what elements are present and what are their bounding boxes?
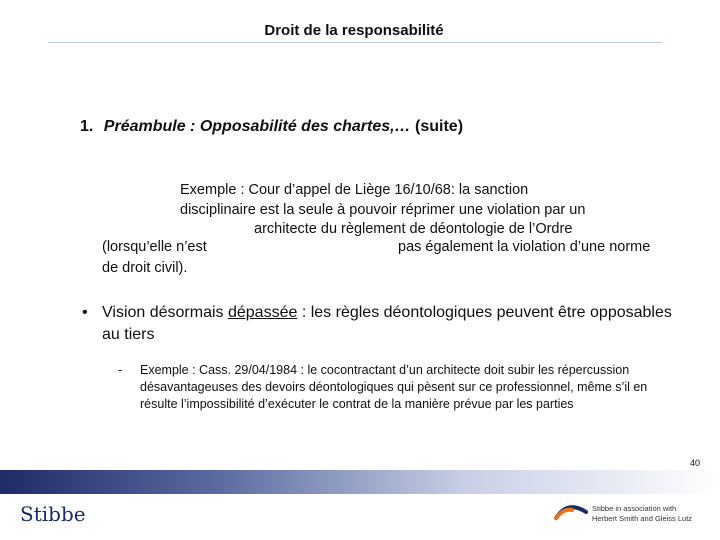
heading-text: Préambule : Opposabilité des chartes,…: [103, 118, 411, 135]
stibbe-logo: Stibbe: [20, 502, 86, 526]
sub-item-text: Exemple : Cass. 29/04/1984 : le cocontractant d’un architecte doit subir les répercussion désavantageuses des devoirs déontologiques qui pèsent sur ce professionnel, même s’il en résulte l’impossibilité d’exécuter le contrat de la manière prévue par les parties: [140, 363, 648, 411]
swoosh-logo-icon: [554, 502, 588, 522]
example-line-2: disciplinaire est la seule à pouvoir réprimer une violation par un: [180, 202, 586, 218]
bullet-text-after: : les règles déontologiques peuvent être opposables au tiers: [102, 304, 672, 343]
association-line-1: Stibbe in association with: [592, 504, 677, 513]
page-number: 40: [689, 458, 700, 468]
example-line-4a: (lorsqu’elle n’est: [102, 239, 207, 255]
bullet-text-underlined: dépassée: [227, 304, 298, 321]
example-line-1: Exemple : Cour d’appel de Liège 16/10/68: la sanction: [180, 182, 529, 198]
association-line-2: Herbert Smith and Gleiss Lutz: [592, 514, 693, 523]
example-line-5: de droit civil).: [102, 260, 188, 276]
heading-suffix: (suite): [415, 118, 464, 135]
example-line-3: architecte du règlement de déontologie de l’Ordre: [254, 221, 573, 237]
heading-number: 1.: [80, 118, 94, 135]
association-logo: [554, 500, 714, 528]
title-divider: [48, 42, 662, 43]
bullet-text: [102, 302, 682, 346]
footer-gradient-bar: [0, 470, 720, 494]
section-heading: [80, 118, 463, 136]
slide-title: Droit de la responsabilité: [264, 22, 444, 39]
bullet-text-before: Vision désormais: [102, 304, 228, 321]
bullet-marker: •: [82, 304, 88, 321]
example-line-4b: pas également la violation d’une norme: [398, 239, 651, 255]
sub-item-marker: -: [118, 363, 123, 377]
